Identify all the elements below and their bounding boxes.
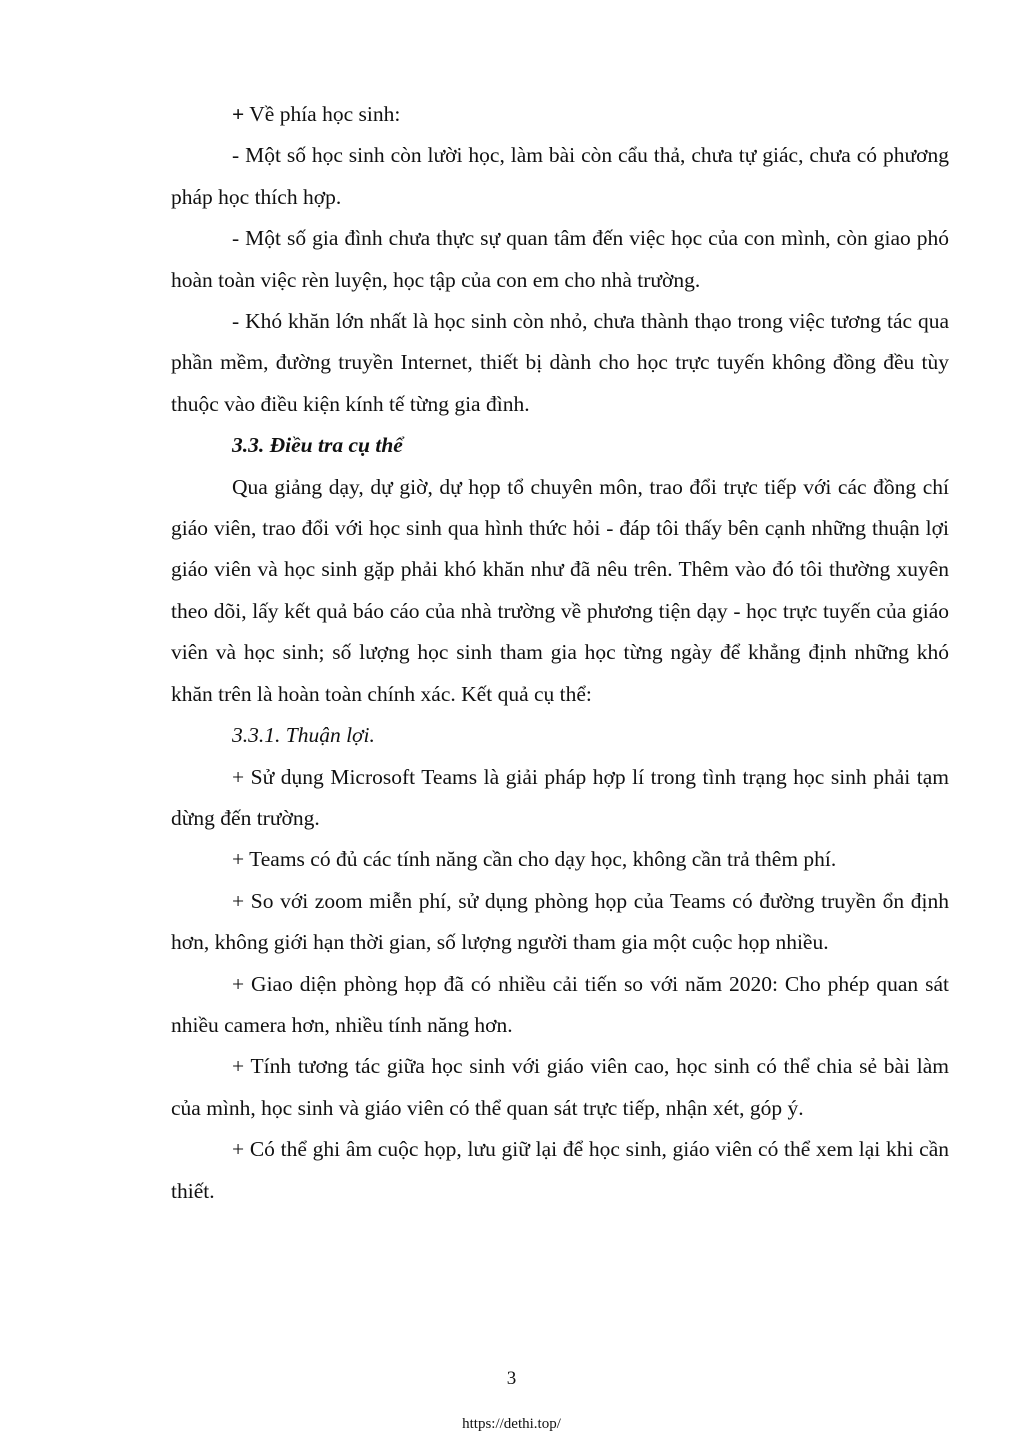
paragraph-teams-features: + Teams có đủ các tính năng cần cho dạy học, không cần trả thêm phí.: [232, 847, 837, 872]
paragraph-recording: + Có thể ghi âm cuộc họp, lưu giữ lại để học sinh, giáo viên có thể xem lại khi cần thiết.: [171, 1137, 949, 1203]
paragraph-zoom-comparison: + So với zoom miễn phí, sử dụng phòng họp của Teams có đường truyền ổn định hơn, không giới hạn thời gian, số lượng người tham gia một cuộc họp nhiều.: [171, 888, 949, 955]
student-side-heading: [171, 94, 949, 135]
paragraph-lazy-students: - Một số học sinh còn lười học, làm bài còn cẩu thả, chưa tự giác, chưa có phương pháp học thích hợp.: [171, 143, 949, 209]
student-side-heading-text: Về phía học sinh:: [244, 102, 401, 126]
page-content: [171, 94, 949, 1212]
paragraph-interface-improvements: + Giao diện phòng họp đã có nhiều cải tiến so với năm 2020: Cho phép quan sát nhiều camera hơn, nhiều tính năng hơn.: [171, 971, 949, 1037]
plus-marker: +: [232, 102, 245, 126]
subsection-heading-3-3-1: 3.3.1. Thuận lợi.: [232, 723, 375, 748]
paragraph-teams-solution: + Sử dụng Microsoft Teams là giải pháp hợp lí trong tình trạng học sinh phải tạm dừng đến trường.: [171, 764, 949, 830]
paragraph-family-concern: - Một số gia đình chưa thực sự quan tâm đến việc học của con mình, còn giao phó hoàn toàn việc rèn luyện, học tập của con em cho nhà trường.: [171, 226, 949, 292]
paragraph-biggest-difficulty: - Khó khăn lớn nhất là học sinh còn nhỏ, chưa thành thạo trong việc tương tác qua phần mềm, đường truyền Internet, thiết bị dành cho học trực tuyến không đồng đều tùy thuộc vào điều kiện kính tế từng gia đình.: [171, 309, 949, 416]
page-number: 3: [506, 1368, 517, 1389]
paragraph-interaction: + Tính tương tác giữa học sinh với giáo viên cao, học sinh có thể chia sẻ bài làm của mình, học sinh và giáo viên có thể quan sát trực tiếp, nhận xét, góp ý.: [171, 1054, 949, 1120]
footer-url[interactable]: https://dethi.top/: [462, 1416, 561, 1432]
section-heading-3-3: 3.3. Điều tra cụ thể: [232, 433, 403, 458]
paragraph-survey-method: Qua giảng dạy, dự giờ, dự họp tổ chuyên môn, trao đổi trực tiếp với các đồng chí giáo viên, trao đổi với học sinh qua hình thức hỏi - đáp tôi thấy bên cạnh những thuận lợi giáo viên và học sinh gặp phải khó khăn như đã nêu trên. Thêm vào đó tôi thường xuyên theo dõi, lấy kết quả báo cáo của nhà trường về phương tiện dạy - học trực tuyến của giáo viên và học sinh; số lượng học sinh tham gia học từng ngày để khẳng định những khó khăn trên là hoàn toàn chính xác. Kết quả cụ thể:: [171, 474, 949, 706]
